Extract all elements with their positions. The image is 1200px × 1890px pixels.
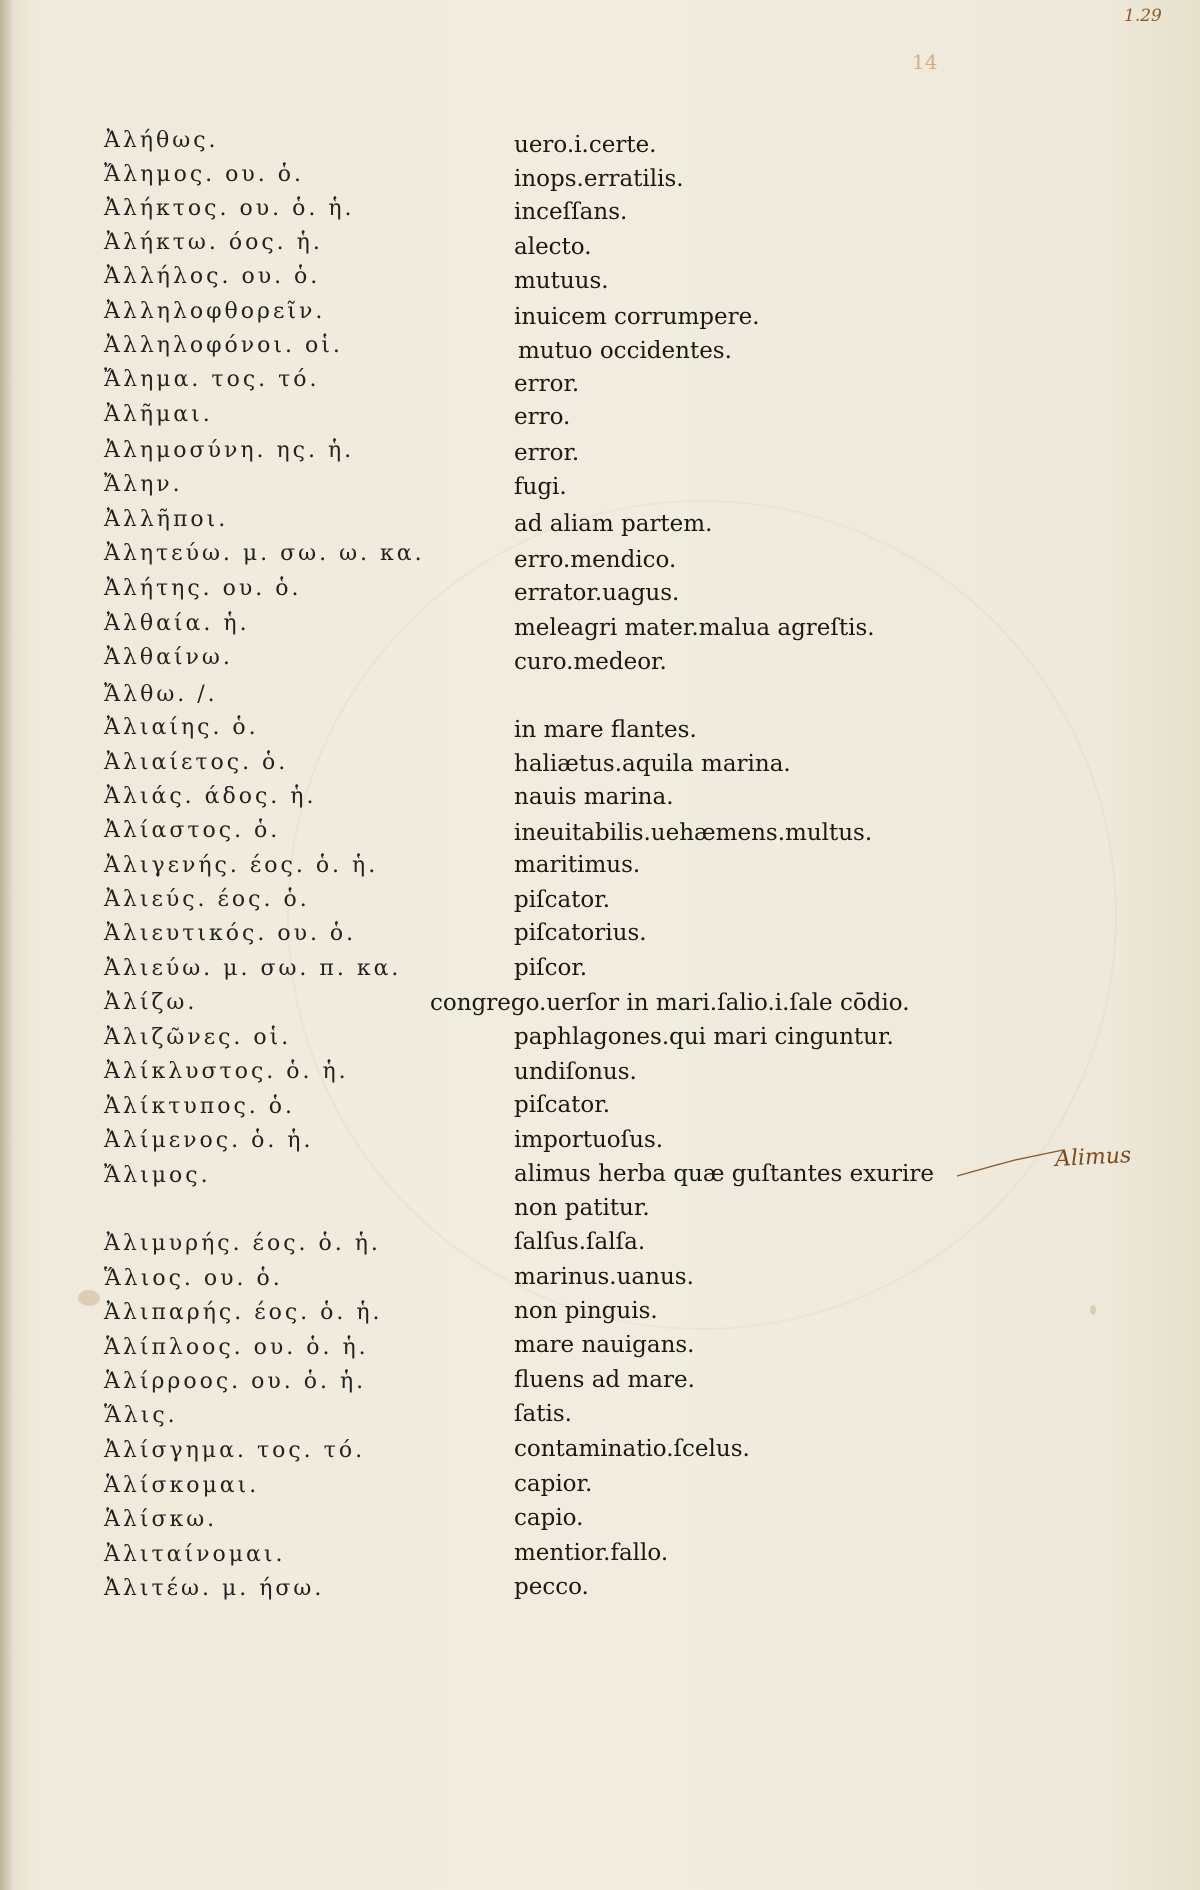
greek-headword: Ἁλίσκω. [104,1507,218,1532]
latin-gloss: ſatis. [514,1401,572,1427]
latin-gloss: piſcator. [514,887,611,913]
latin-gloss: errator.uagus. [514,580,680,606]
greek-headword: Ἁλίσκομαι. [104,1473,260,1498]
greek-headword: Ἄλημος. ου. ὁ. [104,162,304,187]
greek-headword: Ἀλληλοφόνοι. οἱ. [104,333,343,358]
latin-gloss: meleagri mater.malua agreſtis. [514,615,875,641]
greek-headword: Ἀλιτέω. μ. ήσω. [104,1576,325,1601]
margin-pointer-stroke [955,1148,1065,1178]
greek-headword: Ἀλήθως. [104,128,219,153]
greek-headword: Ἀλιεύς. έος. ὁ. [104,887,310,912]
greek-headword: Ἀλήτης. ου. ὁ. [104,576,302,601]
greek-headword: Ἀλθαίνω. [104,645,233,670]
latin-gloss: fugi. [514,474,567,500]
greek-headword: Ἀλιεύω. μ. σω. π. κα. [104,956,402,981]
greek-headword: Ἀλιευτικός. ου. ὁ. [104,921,357,946]
greek-headword [104,1193,524,1223]
greek-headword: Ἀλιαίης. ὁ. [104,715,259,740]
greek-headword: Ἄλημα. τος. τό. [104,367,320,392]
greek-headword: Ἀλήκτω. όος. ἡ. [104,230,323,255]
latin-gloss: erro. [514,404,571,430]
folio-number: 1.29 [1124,6,1162,26]
latin-gloss: error. [514,440,580,466]
latin-gloss: non pinguis. [514,1298,658,1324]
latin-gloss: ad aliam partem. [514,511,713,537]
greek-headword: Ἀλλῆποι. [104,507,229,532]
latin-gloss: inuicem corrumpere. [514,304,760,330]
latin-gloss: ineuitabilis.uehæmens.multus. [514,820,873,846]
greek-headword: Ἀλληλοφθορεῖν. [104,299,326,324]
latin-gloss: nauis marina. [514,784,674,810]
pencil-page-number: 14 [912,50,938,74]
greek-headword: Ἀλιγενής. έος. ὁ. ἡ. [104,853,379,878]
greek-headword: Ἀλητεύω. μ. σω. ω. κα. [104,541,425,566]
greek-headword: Ἀλίσγημα. τος. τό. [104,1438,366,1463]
latin-gloss: maritimus. [514,852,641,878]
greek-headword: Ἄλθω. /. [104,682,218,707]
latin-gloss: uero.i.certe. [514,132,657,158]
latin-gloss: paphlagones.qui mari cinguntur. [514,1024,894,1050]
latin-gloss: undiſonus. [514,1059,637,1085]
greek-headword: Ἀλιαίετος. ὁ. [104,750,289,775]
latin-gloss: fluens ad mare. [514,1367,695,1393]
latin-gloss [514,680,1034,710]
latin-gloss: mutuus. [514,268,609,294]
greek-headword: Ἀλημοσύνη. ης. ἡ. [104,438,355,463]
latin-gloss: alecto. [514,234,592,260]
latin-gloss: congrego.uerſor in mari.ſalio.i.ſale cōdio. [430,990,910,1016]
latin-gloss: erro.mendico. [514,547,677,573]
greek-headword: Ἀλήκτος. ου. ὁ. ἡ. [104,196,355,221]
latin-gloss: piſcatorius. [514,920,647,946]
greek-headword: Ἀλίκλυστος. ὁ. ἡ. [104,1059,349,1084]
latin-gloss: curo.medeor. [514,649,667,675]
latin-gloss: non patitur. [514,1195,650,1221]
greek-headword: Ἀλίκτυπος. ὁ. [104,1094,296,1119]
latin-gloss: error. [514,371,580,397]
latin-gloss: contaminatio.ſcelus. [514,1436,750,1462]
latin-gloss: capior. [514,1471,593,1497]
handwritten-margin-note: Alimus [1054,1143,1132,1172]
greek-headword: Ἀλιάς. άδος. ἡ. [104,784,317,809]
latin-gloss: piſcator. [514,1092,611,1118]
greek-headword: Ἀλιταίνομαι. [104,1542,286,1567]
latin-gloss: alimus herba quæ guſtantes exurire [514,1161,934,1187]
greek-headword: Ἀλιμυρής. έος. ὁ. ἡ. [104,1231,381,1256]
greek-headword: Ἀλθαία. ἡ. [104,611,250,636]
latin-gloss: importuoſus. [514,1127,664,1153]
greek-headword: Ἀλιπαρής. έος. ὁ. ἡ. [104,1300,383,1325]
greek-headword: Ἄλην. [104,472,183,497]
latin-gloss: inceſſans. [514,199,628,225]
greek-headword: Ἀλιζῶνες. οἱ. [104,1025,292,1050]
greek-headword: Ἁλίρροος. ου. ὁ. ἡ. [104,1369,367,1394]
greek-headword: Ἀλίζω. [104,990,198,1015]
latin-gloss: pecco. [514,1574,589,1600]
latin-gloss: mentior.fallo. [514,1540,669,1566]
latin-gloss: piſcor. [514,955,588,981]
latin-gloss: marinus.uanus. [514,1264,694,1290]
latin-gloss: capio. [514,1505,584,1531]
greek-headword: Ἄλιμος. [104,1163,211,1188]
greek-headword: Ἀλῆμαι. [104,402,213,427]
greek-headword: Ἀλίμενος. ὁ. ἡ. [104,1128,314,1153]
greek-headword: Ἅλις. [104,1403,178,1428]
latin-gloss: inops.erratilis. [514,166,684,192]
greek-headword: Ἁλίπλοος. ου. ὁ. ἡ. [104,1335,369,1360]
latin-gloss: mare nauigans. [514,1332,695,1358]
greek-headword: Ἅλιος. ου. ὁ. [104,1266,283,1291]
greek-headword: Ἀλλήλος. ου. ὁ. [104,264,321,289]
latin-gloss: haliætus.aquila marina. [514,751,791,777]
latin-gloss: in mare flantes. [514,717,697,743]
greek-headword: Ἀλίαστος. ὁ. [104,818,281,843]
latin-gloss: mutuo occidentes. [518,338,732,364]
latin-gloss: ſalſus.ſalſa. [514,1229,646,1255]
